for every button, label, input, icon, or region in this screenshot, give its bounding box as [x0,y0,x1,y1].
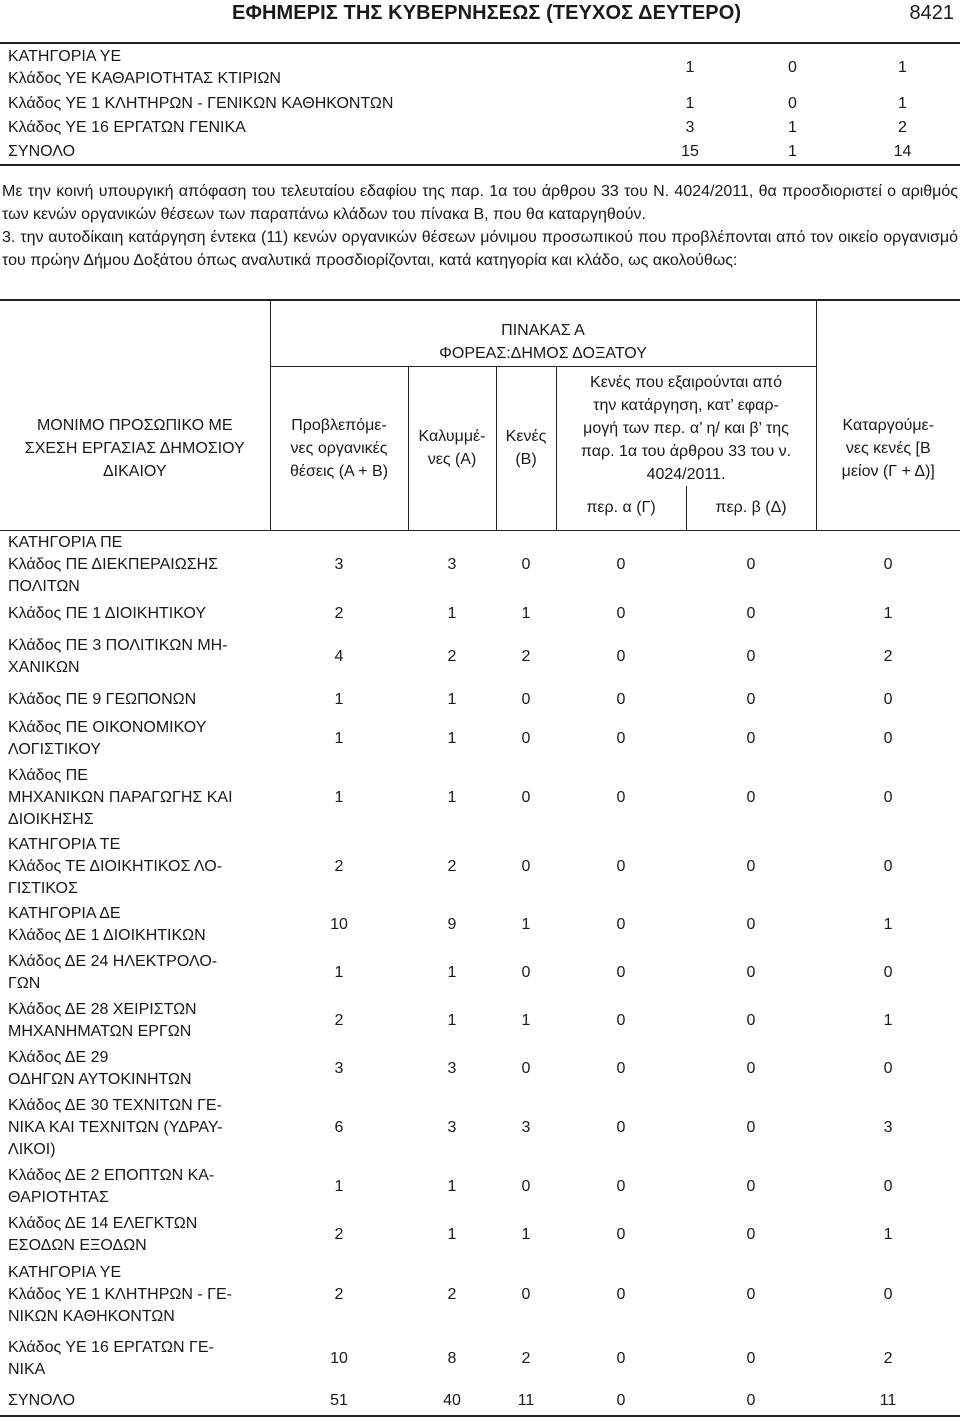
table-row [0,629,960,685]
cell-value: 0 [883,1285,893,1303]
row-label-line: ΚΑΤΗΓΟΡΙΑ ΥΕ [8,1263,122,1281]
cell-value: 0 [746,1118,756,1136]
header-line: Κενές [505,428,547,446]
cell-value: 2 [334,1285,344,1303]
row-label-line: Κλάδος ΔΕ 29 [8,1048,109,1066]
row-label-line: Κλάδος ΔΕ 24 ΗΛΕΚΤΡΟΛΟ- [8,952,218,970]
header-line: νες οργανικές [290,439,388,457]
header-abolished [816,366,960,531]
cell-value: 0 [883,788,893,806]
cell-value: 1 [898,59,907,76]
cell-value: 0 [746,1059,756,1077]
cell-value: 0 [746,1177,756,1195]
row-label-line: Κλάδος ΠΕ ΔΙΕΚΠΕΡΑΙΩΣΗΣ [8,555,219,573]
row-label [0,1331,270,1387]
cell-value: 0 [616,1225,626,1243]
page-number: 8421 [909,2,954,24]
cell-value: 15 [640,140,740,165]
header-line: μογή των περ. α’ η/ και β’ της [583,419,789,437]
cell-value: 40 [408,1387,496,1416]
cell-value: 3 [447,555,457,573]
row-label-line: Κλάδος ΔΕ 14 ΕΛΕΓΚΤΩΝ [8,1214,198,1232]
cell-value: 3 [685,119,695,136]
row-label-line: ΘΑΡΙΟΤΗΤΑΣ [8,1188,109,1206]
row-label-line: ΜΗΧΑΝΙΚΩΝ ΠΑΡΑΓΩΓΗΣ ΚΑΙ [8,788,233,806]
header-line: Προβλεπόμε- [291,416,387,434]
cell-value: 0 [616,604,626,622]
row-label [0,1387,270,1416]
cell-value: 0 [616,788,626,806]
row-label-line: Κλάδος ΠΕ 3 ΠΟΛΙΤΙΚΩΝ ΜΗ- [8,636,228,654]
header-line: 4024/2011. [646,465,726,483]
header-excluded [556,366,816,486]
table-title: ΠΙΝΑΚΑΣ Α [270,300,816,342]
row-label-line: ΝΙΚΑ ΚΑΙ ΤΕΧΝΙΤΩΝ (ΥΔΡΑΥ- [8,1118,223,1136]
row-label [0,997,270,1045]
table-row [0,715,960,763]
table-row [0,43,960,92]
cell-value: 3 [521,1118,531,1136]
table-row [0,949,960,997]
row-label-line: Κλάδος ΤΕ ΔΙΟΙΚΗΤΙΚΟΣ ΛΟ- [8,857,223,875]
cell-value: 0 [746,963,756,981]
cell-value: 2 [521,647,531,665]
cell-value: 1 [521,604,531,622]
cell-value: 2 [447,1285,457,1303]
cell-value: 0 [616,915,626,933]
header-line: (Β) [515,451,537,469]
table-row [0,901,960,949]
total-row [0,140,960,165]
table-a-body [0,531,960,1416]
table-title-row [0,300,960,342]
cell-value: 2 [883,647,893,665]
row-label-line: Κλάδος ΥΕ ΚΑΘΑΡΙΟΤΗΤΑΣ ΚΤΙΡΙΩΝ [8,70,281,87]
row-label-line: ΧΑΝΙΚΩΝ [8,658,80,676]
row-label-line: ΟΔΗΓΩΝ ΑΥΤΟΚΙΝΗΤΩΝ [8,1070,192,1088]
cell-value: 1 [521,1225,531,1243]
cell-value: 1 [740,140,845,165]
row-label-line: ΚΑΤΗΓΟΡΙΑ ΥΕ [8,48,122,65]
row-label [0,599,270,629]
row-label [0,1259,270,1331]
paragraph: 3. την αυτοδίκαιη κατάργηση έντεκα (11) κενών οργανικών θέσεων μόνιμου προσωπικού που προβλέπονται από τον οικείο οργανισμό του πρώην Δήμου Δοξάτου όπως αναλυτικά προσδιορίζονται, κατά κατηγορία και κλάδο, ως ακολούθως: [2,229,958,269]
row-label-line: Κλάδος ΠΕ ΟΙΚΟΝΟΜΙΚΟΥ [8,718,207,736]
cell-value: 1 [685,95,695,112]
cell-value: 1 [447,963,457,981]
row-label-line: ΕΣΟΔΩΝ ΕΞΟΔΩΝ [8,1236,147,1254]
cell-value: 1 [883,1225,893,1243]
header-line: ΜΟΝΙΜΟ ΠΡΟΣΩΠΙΚΟ ΜΕ [36,416,233,434]
row-label: Κλάδος ΥΕ 16 ΕΡΓΑΤΩΝ ΓΕΝΙΚΑ [8,119,246,136]
cell-value: 3 [447,1118,457,1136]
row-label: ΣΥΝΟΛΟ [0,140,640,165]
table-row [0,997,960,1045]
cell-value: 0 [616,1177,626,1195]
page-header [0,0,960,30]
cell-value: 0 [746,1225,756,1243]
cell-value: 0 [616,690,626,708]
table-row [0,116,960,140]
row-label-line: Κλάδος ΥΕ 16 ΕΡΓΑΤΩΝ ΓΕ- [8,1338,214,1356]
header-vacant [496,366,556,531]
header-spacer [816,300,960,366]
cell-value: 11 [496,1387,556,1416]
header-line: Καλυμμέ- [418,428,486,446]
row-label-line: Κλάδος ΠΕ 1 ΔΙΟΙΚΗΤΙΚΟΥ [8,604,207,622]
header-line: ΔΙΚΑΙΟΥ [102,462,167,480]
total-row [0,1387,960,1416]
cell-value: 3 [334,1059,344,1077]
cell-value: 51 [270,1387,408,1416]
table-row [0,685,960,715]
table-row [0,1093,960,1163]
row-label [0,1093,270,1163]
cell-value: 0 [616,1059,626,1077]
cell-value: 0 [883,555,893,573]
cell-value: 1 [447,604,457,622]
row-label [0,1045,270,1093]
table-row [0,92,960,116]
cell-value: 2 [334,604,344,622]
header-sub-a: περ. α (Γ) [556,486,686,531]
cell-value: 0 [883,1177,893,1195]
cell-value: 0 [616,1285,626,1303]
header-line: Καταργούμε- [842,416,935,434]
cell-value: 0 [521,788,531,806]
header-line: νες κενές [Β [845,439,931,457]
row-label [0,763,270,833]
row-label [0,1211,270,1259]
row-label-line: ΛΟΓΙΣΤΙΚΟΥ [8,740,101,758]
cell-value: 0 [616,555,626,573]
row-label-line: Κλάδος ΔΕ 30 ΤΕΧΝΙΤΩΝ ΓΕ- [8,1096,222,1114]
cell-value: 2 [334,1225,344,1243]
row-label-line: ΛΙΚΟΙ) [8,1140,56,1158]
cell-value: 1 [898,95,907,112]
row-label [0,629,270,685]
cell-value: 10 [330,1349,348,1367]
row-label-line: ΚΑΤΗΓΟΡΙΑ ΠΕ [8,533,123,551]
cell-value: 1 [521,915,531,933]
table-row [0,1211,960,1259]
row-label-line: ΜΗΧΑΝΗΜΑΤΩΝ ΕΡΓΩΝ [8,1022,192,1040]
row-label [0,685,270,715]
header-provided [270,366,408,531]
header-row [0,366,960,486]
row-label [0,1163,270,1211]
cell-value: 0 [521,1177,531,1195]
header-line: θέσεις (Α + Β) [289,462,389,480]
cell-value: 1 [447,690,457,708]
cell-value: 0 [556,1387,686,1416]
cell-value: 2 [521,1349,531,1367]
cell-value: 0 [883,729,893,747]
cell-value: 0 [521,857,531,875]
cell-value: 2 [898,119,907,136]
cell-value: 1 [447,729,457,747]
header-personnel [0,366,270,531]
cell-value: 1 [685,59,695,76]
cell-value: 0 [616,647,626,665]
row-label [0,833,270,901]
table-row [0,1163,960,1211]
cell-value: 0 [746,604,756,622]
cell-value: 1 [447,1177,457,1195]
cell-value: 6 [334,1118,344,1136]
cell-value: 0 [746,1011,756,1029]
cell-value: 2 [883,1349,893,1367]
row-label [0,715,270,763]
cell-value: 2 [447,857,457,875]
cell-value: 0 [883,963,893,981]
header-line: μείον (Γ + Δ)] [841,462,935,480]
row-label [0,43,640,92]
row-label-line: ΠΟΛΙΤΩΝ [8,577,80,595]
header-line: Κενές που εξαιρούνται από [590,373,782,391]
cell-value: 1 [334,1177,344,1195]
cell-value: 1 [334,963,344,981]
header-spacer [0,300,270,366]
cell-value: 0 [788,95,797,112]
cell-value: 0 [521,729,531,747]
header-sub-b: περ. β (Δ) [686,486,816,531]
cell-value: 0 [686,1387,816,1416]
cell-value: 1 [447,1225,457,1243]
cell-value: 0 [746,915,756,933]
cell-value: 11 [816,1387,960,1416]
table-row [0,763,960,833]
cell-value: 0 [521,1285,531,1303]
gazette-title: ΕΦΗΜΕΡΙΣ ΤΗΣ ΚΥΒΕΡΝΗΣΕΩΣ (ΤΕΥΧΟΣ ΔΕΥΤΕΡΟ) [232,2,742,24]
row-label-line: ΝΙΚΑ [8,1360,46,1378]
cell-value: 0 [746,857,756,875]
cell-value: 1 [334,690,344,708]
cell-value: 0 [746,1285,756,1303]
row-label-line: ΝΙΚΩΝ ΚΑΘΗΚΟΝΤΩΝ [8,1307,175,1325]
table-row [0,1259,960,1331]
cell-value: 0 [883,1059,893,1077]
row-label-line: ΚΑΤΗΓΟΡΙΑ ΤΕ [8,835,121,853]
row-label-line: Κλάδος ΥΕ 1 ΚΛΗΤΗΡΩΝ - ΓΕ- [8,1285,232,1303]
cell-value: 0 [521,690,531,708]
cell-value: 4 [334,647,344,665]
cell-value: 1 [447,1011,457,1029]
table-a [0,299,960,1417]
table-row [0,599,960,629]
header-filled [408,366,496,531]
cell-value: 1 [334,788,344,806]
row-label-line: ΣΥΝΟΛΟ [8,1391,76,1409]
row-label-line: ΔΙΟΙΚΗΣΗΣ [8,810,94,828]
row-label [0,949,270,997]
cell-value: 0 [788,59,797,76]
row-label-line: Κλάδος ΔΕ 1 ΔΙΟΙΚΗΤΙΚΩΝ [8,926,206,944]
cell-value: 2 [447,647,457,665]
header-line: την κατάργηση, κατ’ εφαρ- [593,396,779,414]
cell-value: 1 [447,788,457,806]
cell-value: 3 [447,1059,457,1077]
row-label-line: Κλάδος ΔΕ 28 ΧΕΙΡΙΣΤΩΝ [8,1000,197,1018]
row-label-line: Κλάδος ΠΕ [8,766,88,784]
row-label-line: ΓΩΝ [8,974,41,992]
table-row [0,531,960,599]
cell-value: 0 [616,1349,626,1367]
row-label-line: ΓΙΣΤΙΚΟΣ [8,879,78,897]
cell-value: 0 [616,1118,626,1136]
cell-value: 2 [334,1011,344,1029]
cell-value: 0 [746,788,756,806]
cell-value: 14 [845,140,960,165]
row-label-line: ΚΑΤΗΓΟΡΙΑ ΔΕ [8,904,121,922]
cell-value: 0 [746,729,756,747]
table-row [0,1331,960,1387]
cell-value: 0 [746,690,756,708]
cell-value: 0 [616,729,626,747]
row-label-line: Κλάδος ΠΕ 9 ΓΕΩΠΟΝΩΝ [8,690,197,708]
cell-value: 3 [334,555,344,573]
cell-value: 2 [334,857,344,875]
top-table [0,42,960,166]
row-label [0,531,270,599]
paragraph: Με την κοινή υπουργική απόφαση του τελευταίου εδαφίου της παρ. 1α του άρθρου 33 του Ν. 4024/2011, θα προσδιοριστεί ο αριθμός των κενών οργανικών θέσεων των παραπάνω κλάδων του πίνακα Β, που θα καταργηθούν. [2,183,958,223]
cell-value: 1 [883,915,893,933]
cell-value: 1 [788,119,797,136]
header-line: ΣΧΕΣΗ ΕΡΓΑΣΙΑΣ ΔΗΜΟΣΙΟΥ [24,439,245,457]
cell-value: 10 [330,915,348,933]
cell-value: 0 [521,555,531,573]
header-line: νες (Α) [427,451,477,469]
cell-value: 3 [883,1118,893,1136]
table-row [0,1045,960,1093]
cell-value: 1 [334,729,344,747]
row-label-line: Κλάδος ΔΕ 2 ΕΠΟΠΤΩΝ ΚΑ- [8,1166,215,1184]
cell-value: 1 [883,604,893,622]
cell-value: 8 [447,1349,457,1367]
cell-value: 0 [883,690,893,708]
cell-value: 0 [616,857,626,875]
row-label [0,901,270,949]
cell-value: 0 [746,555,756,573]
cell-value: 0 [746,1349,756,1367]
cell-value: 0 [616,963,626,981]
cell-value: 0 [616,1011,626,1029]
table-row [0,833,960,901]
table-subtitle: ΦΟΡΕΑΣ:ΔΗΜΟΣ ΔΟΞΑΤΟΥ [270,342,816,366]
cell-value: 1 [883,1011,893,1029]
cell-value: 1 [521,1011,531,1029]
cell-value: 0 [746,647,756,665]
header-line: παρ. 1α του άρθρου 33 του ν. [580,442,792,460]
cell-value: 0 [521,1059,531,1077]
row-label: Κλάδος ΥΕ 1 ΚΛΗΤΗΡΩΝ - ΓΕΝΙΚΩΝ ΚΑΘΗΚΟΝΤΩΝ [8,95,394,112]
cell-value: 0 [521,963,531,981]
cell-value: 0 [883,857,893,875]
cell-value: 9 [447,915,457,933]
